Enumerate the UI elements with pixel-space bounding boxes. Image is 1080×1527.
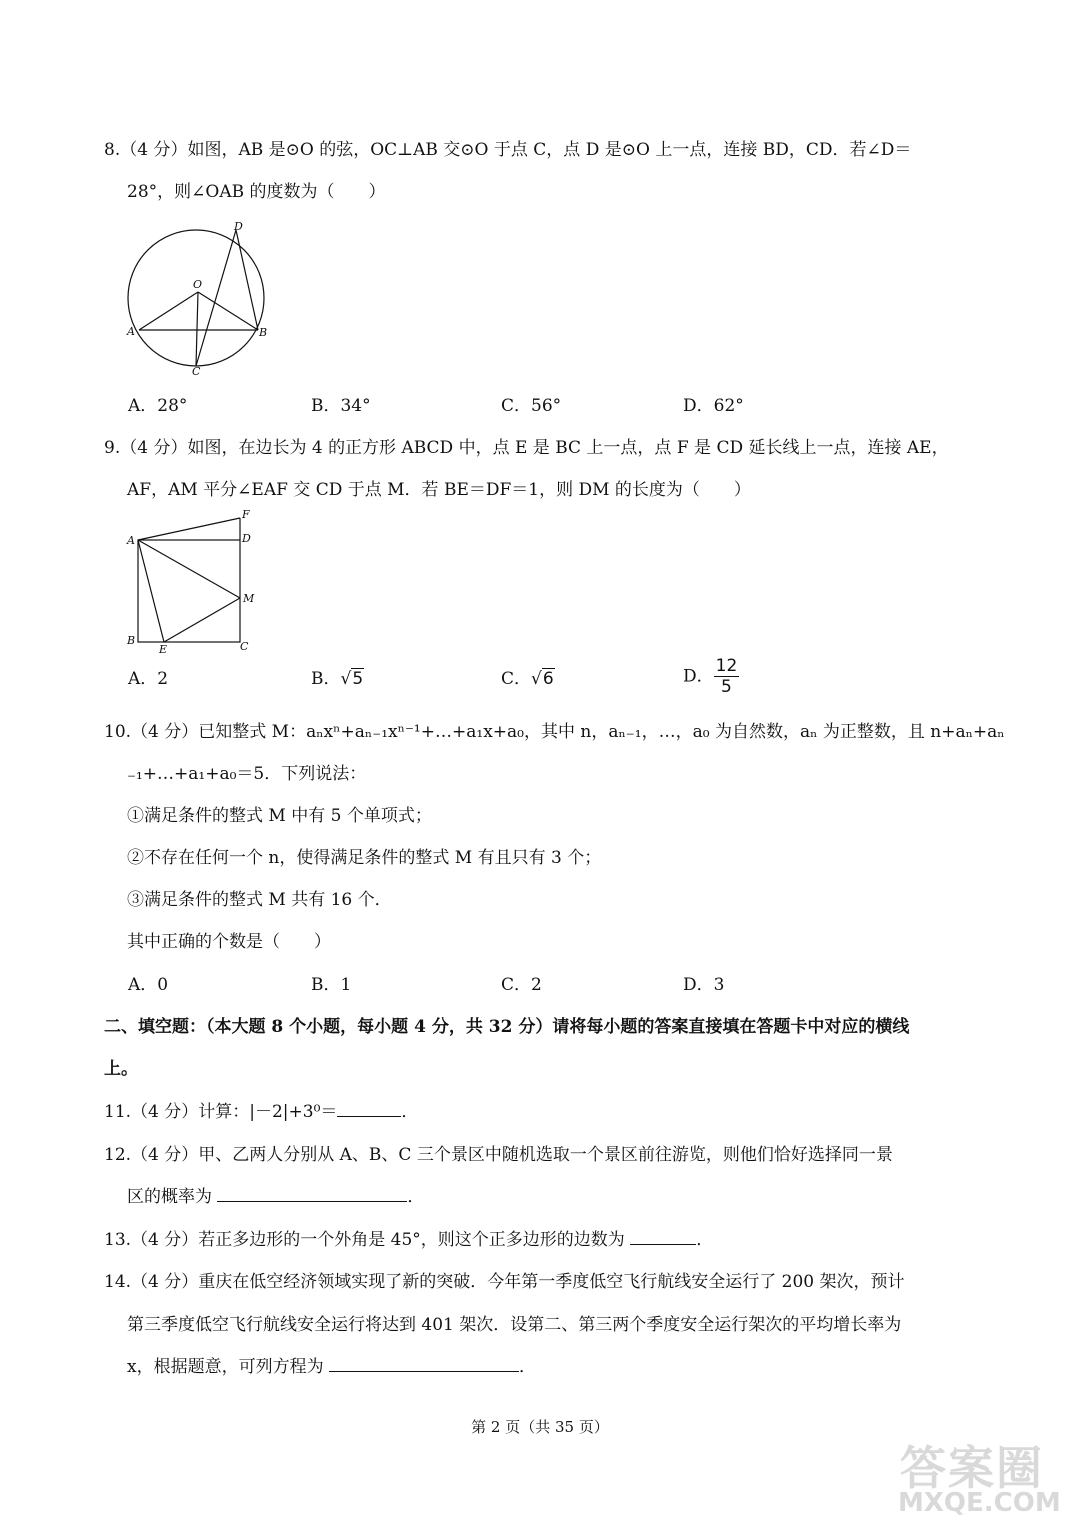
q8-option-a: A．28° — [128, 396, 188, 416]
q8-option-c: C．56° — [501, 396, 562, 416]
q10-option-b: B．1 — [311, 975, 352, 995]
q9-option-b-prefix: B． — [311, 669, 341, 689]
q9-label-E: E — [159, 643, 168, 656]
q9-label-C: C — [240, 640, 249, 653]
q11-end: ． — [401, 1102, 419, 1122]
q9-option-d-numerator: 12 — [715, 656, 738, 676]
q13-text: 13.（4 分）若正多边形的一个外角是 45°，则这个正多边形的边数为 — [104, 1230, 625, 1250]
q12-answer-blank[interactable] — [217, 1185, 407, 1202]
q11 — [104, 1100, 418, 1124]
q11-text: 11.（4 分）计算：|－2|+3⁰＝ — [104, 1102, 338, 1122]
q10-statement-3: ③满足条件的整式 M 共有 16 个． — [127, 890, 392, 910]
q9-figure — [122, 508, 262, 656]
q12-line1: 12.（4 分）甲、乙两人分别从 A、B、C 三个景区中随机选取一个景区前往游览，则他们恰好选择同一景 — [104, 1145, 893, 1165]
q11-answer-blank[interactable] — [337, 1100, 401, 1117]
q13-answer-blank[interactable] — [630, 1228, 696, 1245]
q8-figure — [120, 218, 280, 380]
q10-line1: 10.（4 分）已知整式 M：aₙxⁿ+aₙ₋₁xⁿ⁻¹+…+a₁x+a₀，其中 n，aₙ₋₁，…，a₀ 为自然数，aₙ 为正整数，且 n+aₙ+aₙ — [104, 722, 1005, 742]
q10-option-a: A．0 — [128, 975, 169, 995]
q9-option-d-prefix: D． — [683, 666, 714, 687]
q14-line2: 第三季度低空飞行航线安全运行将达到 401 架次．设第二、第三两个季度安全运行架次的平均增长率为 — [127, 1315, 902, 1335]
q12-text: 区的概率为 — [127, 1187, 212, 1207]
q9-option-d-fraction — [714, 656, 740, 697]
q8-label-D: D — [234, 220, 243, 233]
q13-end: ． — [696, 1230, 714, 1250]
q9-label-D: D — [242, 532, 251, 545]
watermark-url: MXQE.COM — [898, 1488, 1061, 1518]
q10-statement-1: ①满足条件的整式 M 中有 5 个单项式； — [127, 806, 432, 826]
q14-line3 — [127, 1355, 536, 1379]
q9-option-c — [501, 667, 555, 691]
q9-line2: AF，AM 平分∠EAF 交 CD 于点 M．若 BE＝DF＝1，则 DM 的长度为（ ） — [127, 480, 751, 500]
q9-option-b-radicand: 5 — [352, 669, 364, 689]
q9-label-M: M — [243, 592, 255, 605]
q8-label-C: C — [192, 365, 201, 378]
q9-option-d-denominator: 5 — [721, 677, 732, 697]
q9-option-a: A．2 — [128, 669, 169, 689]
q14-text: x，根据题意，可列方程为 — [127, 1357, 324, 1377]
watermark-logo-text: 答案圈 — [900, 1441, 1044, 1495]
q9-option-b-sqrt: √5 — [340, 669, 364, 689]
q8-option-b: B．34° — [311, 396, 371, 416]
q8-line1: 8.（4 分）如图，AB 是⊙O 的弦，OC⊥AB 交⊙O 于点 C，点 D 是⊙O 上一点，连接 BD，CD．若∠D＝ — [104, 140, 912, 160]
q10-line2: ₋₁+…+a₁+a₀＝5．下列说法： — [127, 764, 367, 784]
section2-heading-line2: 上。 — [104, 1059, 138, 1079]
q10-ask: 其中正确的个数是（ ） — [127, 932, 331, 952]
q10-statement-2: ②不存在任何一个 n，使得满足条件的整式 M 有且只有 3 个； — [127, 848, 602, 868]
q10-option-c: C．2 — [501, 975, 542, 995]
q9-option-d — [683, 656, 739, 697]
q8-line2: 28°，则∠OAB 的度数为（ ） — [127, 182, 386, 202]
q14-line1: 14.（4 分）重庆在低空经济领域实现了新的突破．今年第一季度低空飞行航线安全运行了 200 架次，预计 — [104, 1272, 905, 1292]
section2-heading-line1: 二、填空题：（本大题 8 个小题，每小题 4 分，共 32 分）请将每小题的答案直接填在答题卡中对应的横线 — [104, 1017, 910, 1037]
q12-end: ． — [407, 1187, 425, 1207]
q8-label-A: A — [127, 325, 135, 338]
q8-label-O: O — [193, 278, 203, 291]
q13 — [104, 1228, 713, 1252]
q9-option-b — [311, 667, 364, 691]
q9-option-c-radicand: 6 — [542, 669, 554, 689]
q8-option-d: D．62° — [683, 396, 744, 416]
q9-label-A: A — [127, 534, 135, 547]
q14-answer-blank[interactable] — [329, 1355, 519, 1372]
q9-label-B: B — [127, 634, 136, 647]
q9-option-c-sqrt: √6 — [531, 669, 554, 689]
q9-line1: 9.（4 分）如图，在边长为 4 的正方形 ABCD 中，点 E 是 BC 上一点，点 F 是 CD 延长线上一点，连接 AE， — [104, 438, 949, 458]
q12-line2 — [127, 1185, 424, 1209]
page-footer: 第 2 页（共 35 页） — [471, 1418, 609, 1436]
q9-option-c-prefix: C． — [501, 669, 532, 689]
q9-label-F: F — [242, 508, 250, 521]
q14-end: ． — [519, 1357, 536, 1377]
q8-label-B: B — [259, 326, 268, 339]
q10-option-d: D．3 — [683, 975, 725, 995]
